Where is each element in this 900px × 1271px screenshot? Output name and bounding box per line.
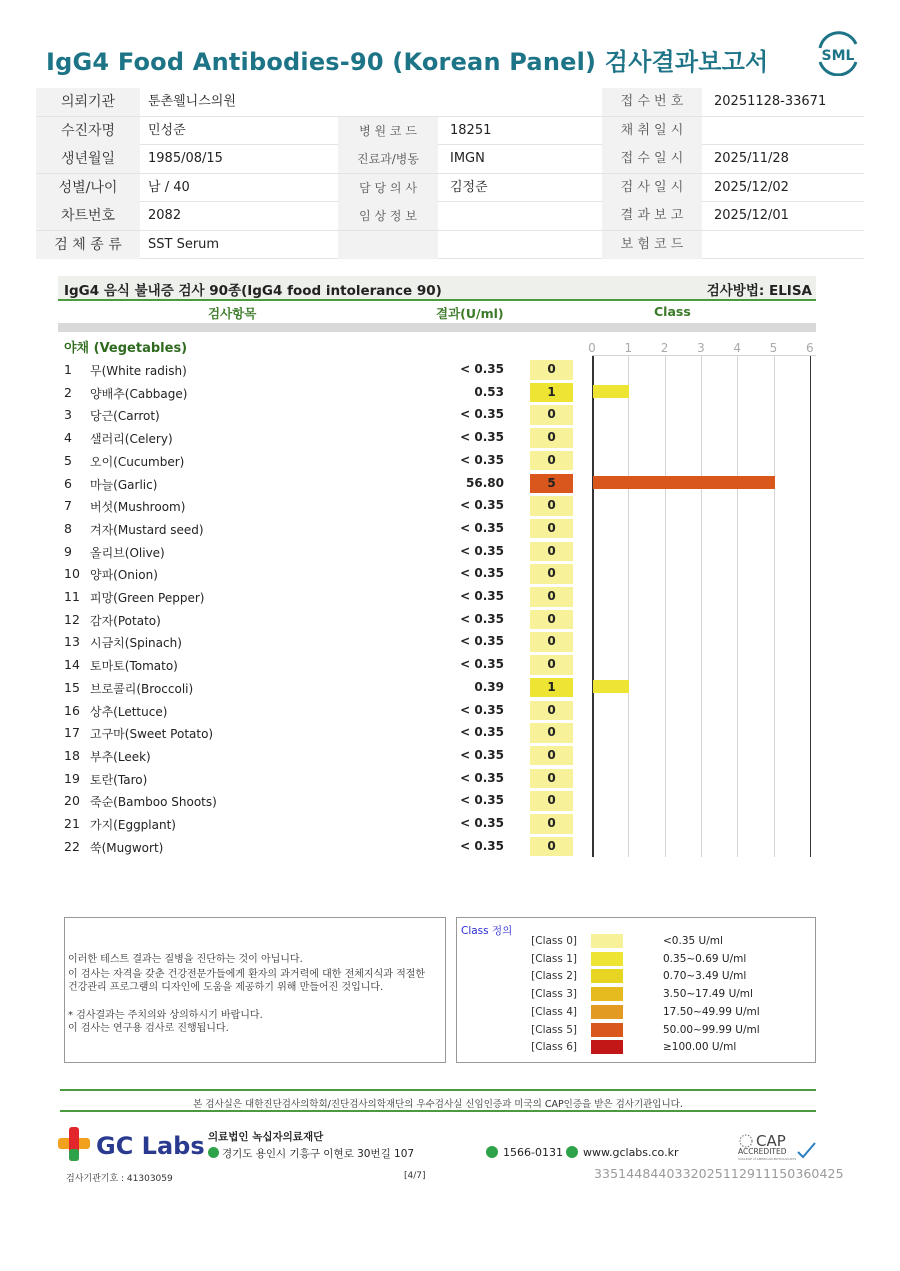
cap-title: CAP xyxy=(756,1132,786,1150)
food-name: 상추(Lettuce) xyxy=(90,704,168,719)
result-row xyxy=(58,473,816,496)
result-value: < 0.35 xyxy=(460,362,504,376)
legend-swatch xyxy=(591,952,623,966)
panel-title: IgG4 음식 불내증 검사 90종(IgG4 food intolerance 90) xyxy=(64,283,442,299)
chart-top-line xyxy=(592,355,816,356)
org-name: 의료법인 녹십자의료재단 xyxy=(208,1131,324,1143)
class-value: 0 xyxy=(530,564,573,584)
result-row xyxy=(58,768,816,791)
info-value: 2082 xyxy=(148,208,182,223)
result-row xyxy=(58,631,816,654)
result-row xyxy=(58,518,816,541)
food-name: 샐러리(Celery) xyxy=(90,432,173,447)
result-row xyxy=(58,700,816,723)
result-row xyxy=(58,563,816,586)
legend-class-label: [Class 2] xyxy=(531,970,577,983)
category-divider xyxy=(58,332,415,333)
result-row xyxy=(58,359,816,382)
legend-row xyxy=(457,1023,815,1039)
info-label: 의뢰기관 xyxy=(36,88,140,116)
food-name: 양파(Onion) xyxy=(90,568,158,583)
class-legend xyxy=(456,917,816,1063)
legend-class-label: [Class 1] xyxy=(531,952,577,965)
institution-code: 검사기관기호 : 41303059 xyxy=(66,1174,173,1184)
food-name: 버섯(Mushroom) xyxy=(90,500,186,515)
class-bar xyxy=(593,385,629,398)
info-label: 병 원 코 드 xyxy=(338,117,438,145)
result-value: < 0.35 xyxy=(460,657,504,672)
class-value: 0 xyxy=(530,428,573,448)
row-number: 18 xyxy=(64,747,80,763)
row-number: 4 xyxy=(64,430,72,446)
accreditation-text: 본 검사실은 대한진단검사의학회/진단검사의학재단의 우수검사실 신임인증과 미국의 CAP인증을 받은 검사기관입니다. xyxy=(193,1099,683,1110)
result-value: < 0.35 xyxy=(460,725,504,740)
food-name: 마늘(Garlic) xyxy=(90,477,158,492)
info-row xyxy=(36,174,864,203)
disclaimer-line: 이러한 테스트 결과는 질병을 진단하는 것이 아닙니다. xyxy=(68,954,303,965)
food-name: 감자(Potato) xyxy=(90,613,161,628)
legend-row xyxy=(457,1040,815,1056)
food-name: 가지(Eggplant) xyxy=(90,818,176,832)
row-number: 11 xyxy=(64,589,80,604)
class-value: 0 xyxy=(530,451,573,471)
footer-line-bottom xyxy=(60,1110,816,1112)
info-label: 검 사 일 시 xyxy=(602,174,702,202)
row-number: 17 xyxy=(64,725,80,741)
info-row xyxy=(36,202,864,231)
food-name: 고구마(Sweet Potato) xyxy=(90,727,214,742)
phone-icon xyxy=(486,1146,498,1158)
col-header-item: 검사항목 xyxy=(208,306,257,321)
class-value: 0 xyxy=(530,723,573,743)
info-label: 접 수 번 호 xyxy=(602,88,702,116)
info-label: 차트번호 xyxy=(36,202,140,230)
address-text: 경기도 용인시 기흥구 이현로 30번길 107 xyxy=(222,1148,415,1160)
food-name: 피망(Green Pepper) xyxy=(90,591,205,605)
legend-swatch xyxy=(591,1040,623,1054)
class-value: 1 xyxy=(530,383,573,403)
legend-class-label: [Class 3] xyxy=(531,988,577,1001)
result-row xyxy=(58,541,816,564)
result-value: < 0.35 xyxy=(460,498,504,513)
legend-range: ≥100.00 U/ml xyxy=(663,1041,737,1054)
barcode-number: 3351448440332025112911150360425 xyxy=(594,1166,844,1181)
gc-labs-logo-text: GC Labs xyxy=(96,1132,205,1160)
home-icon xyxy=(566,1146,578,1158)
result-row xyxy=(58,404,816,427)
website-text: www.gclabs.co.kr xyxy=(583,1146,679,1159)
col-header-class: Class xyxy=(654,304,691,319)
food-name: 겨자(Mustard seed) xyxy=(90,522,204,537)
report-title: IgG4 Food Antibodies-90 (Korean Panel) 검사결과보고서 xyxy=(46,48,769,76)
info-row xyxy=(36,231,864,260)
class-value: 0 xyxy=(530,587,573,607)
legend-class-label: [Class 4] xyxy=(531,1005,577,1018)
row-number: 13 xyxy=(64,634,80,650)
info-value: IMGN xyxy=(450,151,485,166)
sml-logo xyxy=(814,30,862,76)
food-name: 시금치(Spinach) xyxy=(90,636,182,651)
legend-range: 0.70~3.49 U/ml xyxy=(663,970,747,983)
class-tick-label: 4 xyxy=(733,341,741,355)
footer-line-top xyxy=(60,1089,816,1091)
info-row xyxy=(36,145,864,174)
info-value: 2025/12/01 xyxy=(714,208,789,223)
result-row xyxy=(58,654,816,677)
result-row xyxy=(58,495,816,518)
result-value: < 0.35 xyxy=(460,566,504,581)
col-header-result: 결과(U/ml) xyxy=(436,306,504,321)
result-row xyxy=(58,722,816,745)
food-name: 당근(Carrot) xyxy=(90,409,160,424)
legend-range: 0.35~0.69 U/ml xyxy=(663,952,747,965)
result-value: < 0.35 xyxy=(460,452,504,467)
class-value: 0 xyxy=(530,360,573,380)
food-name: 토란(Taro) xyxy=(90,772,148,787)
legend-row xyxy=(457,969,815,985)
class-tick-label: 6 xyxy=(805,341,814,355)
row-number: 16 xyxy=(64,702,80,718)
class-value: 0 xyxy=(530,746,573,766)
result-value: < 0.35 xyxy=(460,611,504,626)
info-value: 김정준 xyxy=(450,179,488,195)
result-value: < 0.35 xyxy=(460,634,504,649)
info-label: 생년월일 xyxy=(36,145,140,173)
class-value: 0 xyxy=(530,519,573,539)
result-row xyxy=(58,450,816,473)
legend-swatch xyxy=(591,969,623,983)
food-name: 죽순(Bamboo Shoots) xyxy=(90,795,217,810)
info-value: 민성준 xyxy=(148,122,186,138)
row-number: 19 xyxy=(64,770,80,786)
class-tick-label: 5 xyxy=(769,341,778,355)
location-icon xyxy=(208,1147,219,1158)
food-name: 토마토(Tomato) xyxy=(90,659,178,674)
result-value: < 0.35 xyxy=(460,543,504,558)
info-value: SST Serum xyxy=(148,236,220,252)
row-number: 7 xyxy=(64,498,72,514)
row-number: 20 xyxy=(64,793,80,809)
patient-info-table xyxy=(36,88,864,259)
result-row xyxy=(58,427,816,450)
result-row xyxy=(58,813,816,836)
row-number: 22 xyxy=(64,838,80,854)
legend-class-label: [Class 6] xyxy=(531,1041,577,1054)
result-row xyxy=(58,382,816,405)
disclaimer-line: 이 검사는 연구용 검사로 진행됩니다. xyxy=(68,1023,229,1034)
class-value: 1 xyxy=(530,678,573,698)
info-value: 18251 xyxy=(450,122,492,138)
result-row xyxy=(58,745,816,768)
info-row xyxy=(36,88,864,117)
result-value: < 0.35 xyxy=(460,430,504,445)
result-value: < 0.35 xyxy=(460,702,504,717)
class-value: 0 xyxy=(530,405,573,425)
info-value: 2025/11/28 xyxy=(714,151,789,166)
row-number: 6 xyxy=(64,475,72,491)
row-number: 21 xyxy=(64,816,80,831)
gc-labs-logo xyxy=(58,1124,208,1164)
disclaimer-box xyxy=(64,917,446,1063)
header-divider xyxy=(58,323,816,332)
legend-swatch xyxy=(591,1005,623,1019)
info-label: 채 취 일 시 xyxy=(602,117,702,145)
info-value: 툰촌웰니스의원 xyxy=(148,94,236,109)
result-value: 0.39 xyxy=(474,679,504,694)
class-value: 5 xyxy=(530,474,573,494)
info-label: 임 상 정 보 xyxy=(338,202,438,230)
result-value: 0.53 xyxy=(474,384,504,399)
class-value: 0 xyxy=(530,837,573,857)
cap-small: COLLEGE of AMERICAN PATHOLOGISTS xyxy=(738,1157,797,1161)
info-label xyxy=(338,231,438,259)
food-name: 양배추(Cabbage) xyxy=(90,386,188,401)
info-label: 진료과/병동 xyxy=(338,145,438,173)
result-value: < 0.35 xyxy=(460,770,504,785)
class-value: 0 xyxy=(530,655,573,675)
result-value: < 0.35 xyxy=(460,747,504,762)
class-tick-label: 2 xyxy=(660,341,669,355)
disclaimer-line: * 검사결과는 주치의와 상의하시기 바랍니다. xyxy=(68,1010,263,1021)
food-name: 브로콜리(Broccoli) xyxy=(90,681,194,696)
class-bar xyxy=(593,680,629,693)
disclaimer-line: 이 검사는 자격을 갖춘 건강전문가들에게 환자의 과거력에 대한 전체지식과 적절한 xyxy=(68,969,426,980)
website xyxy=(566,1146,679,1159)
row-number: 2 xyxy=(64,384,72,400)
legend-row xyxy=(457,987,815,1003)
cap-accredited-logo xyxy=(736,1131,816,1161)
row-number: 8 xyxy=(64,520,72,536)
info-value: 2025/12/02 xyxy=(714,179,789,195)
legend-swatch xyxy=(591,987,623,1001)
info-label: 성별/나이 xyxy=(36,174,140,202)
sml-logo-text: SML xyxy=(821,48,855,64)
info-label: 결 과 보 고 xyxy=(602,202,702,230)
info-label: 보 험 코 드 xyxy=(602,231,702,259)
legend-swatch xyxy=(591,1023,623,1037)
food-name: 부추(Leek) xyxy=(90,749,151,764)
cap-sub: ACCREDITED xyxy=(738,1147,787,1156)
class-value: 0 xyxy=(530,610,573,630)
result-row xyxy=(58,586,816,609)
food-name: 올리브(Olive) xyxy=(90,545,165,560)
result-row xyxy=(58,790,816,813)
category-label: 야채 (Vegetables) xyxy=(64,341,188,356)
panel-header xyxy=(58,276,816,301)
food-name: 무(White radish) xyxy=(90,364,187,378)
result-value: < 0.35 xyxy=(460,407,504,422)
legend-class-label: [Class 0] xyxy=(531,935,577,947)
result-value: < 0.35 xyxy=(460,838,504,853)
class-value: 0 xyxy=(530,632,573,652)
class-value: 0 xyxy=(530,814,573,834)
class-value: 0 xyxy=(530,496,573,516)
info-label: 담 당 의 사 xyxy=(338,174,438,202)
row-number: 3 xyxy=(64,407,72,423)
class-tick-label: 1 xyxy=(624,341,633,355)
row-number: 1 xyxy=(64,362,72,377)
result-row xyxy=(58,609,816,632)
result-value: < 0.35 xyxy=(460,589,504,603)
org-address xyxy=(208,1146,414,1161)
row-number: 10 xyxy=(64,566,80,582)
food-name: 오이(Cucumber) xyxy=(90,454,185,469)
legend-row xyxy=(457,1005,815,1021)
class-bar xyxy=(593,476,775,489)
legend-title: Class 정의 xyxy=(461,925,513,937)
result-value: 56.80 xyxy=(466,475,504,490)
legend-range: 3.50~17.49 U/ml xyxy=(663,988,753,1001)
legend-range: 50.00~99.99 U/ml xyxy=(663,1023,760,1036)
class-tick-label: 3 xyxy=(697,341,705,355)
test-method: 검사방법: ELISA xyxy=(706,283,812,299)
info-value: 남 / 40 xyxy=(148,179,190,195)
legend-range: 17.50~49.99 U/ml xyxy=(663,1005,760,1018)
info-row xyxy=(36,117,864,146)
info-value: 20251128-33671 xyxy=(714,94,827,109)
result-row xyxy=(58,836,816,859)
row-number: 9 xyxy=(64,543,72,559)
result-value: < 0.35 xyxy=(460,793,504,808)
phone-text: 1566-0131 xyxy=(503,1146,563,1159)
result-value: < 0.35 xyxy=(460,816,504,830)
legend-range: <0.35 U/ml xyxy=(663,935,723,947)
legend-swatch xyxy=(591,934,623,948)
page-number: [4/7] xyxy=(404,1171,426,1181)
row-number: 5 xyxy=(64,452,72,468)
class-value: 0 xyxy=(530,542,573,562)
legend-row xyxy=(457,952,815,968)
row-number: 15 xyxy=(64,679,80,695)
class-value: 0 xyxy=(530,701,573,721)
result-row xyxy=(58,677,816,700)
info-value: 1985/08/15 xyxy=(148,151,223,166)
phone-number xyxy=(486,1146,563,1159)
class-value: 0 xyxy=(530,769,573,789)
legend-class-label: [Class 5] xyxy=(531,1023,577,1036)
class-tick-label: 0 xyxy=(588,341,596,355)
info-label: 검 체 종 류 xyxy=(36,231,140,259)
disclaimer-line: 건강관리 프로그램의 디자인에 도움을 제공하기 위해 만들어진 것입니다. xyxy=(68,982,384,993)
result-value: < 0.35 xyxy=(460,520,504,535)
info-label: 수진자명 xyxy=(36,117,140,145)
class-value: 0 xyxy=(530,791,573,811)
row-number: 14 xyxy=(64,657,80,673)
info-label: 접 수 일 시 xyxy=(602,145,702,173)
legend-row xyxy=(457,934,815,950)
food-name: 쑥(Mugwort) xyxy=(90,840,164,855)
row-number: 12 xyxy=(64,611,80,627)
